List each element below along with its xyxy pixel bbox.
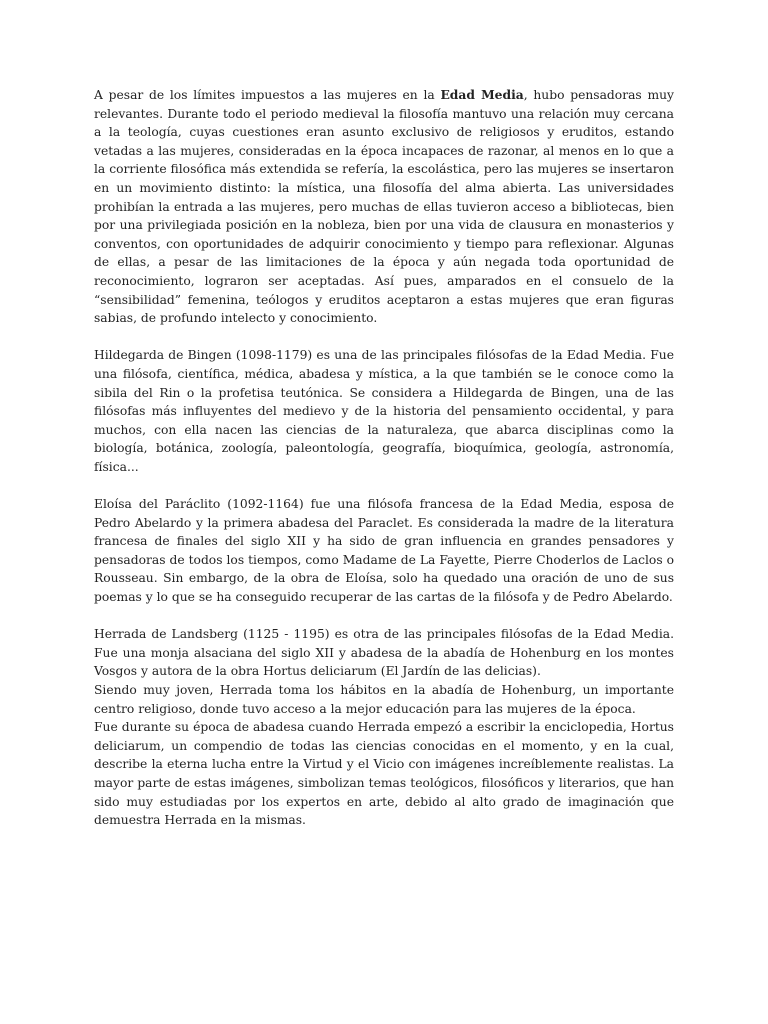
intro-text-rest: , hubo pensadoras muy relevantes. Durante todo el periodo medieval la filosofía mantuvo una relación muy cercana a la teología, cuyas cuestiones eran asunto exclusivo de religiosos y eruditos, estando vetadas a las mujeres, consideradas en la época incapaces de razonar, al menos en lo que a la corriente filosófica más extendida se refería, la escolástica, pero las mujeres se insertaron en un movimiento distinto: la mística, una filosofía del alma abierta. Las universidades prohibían la entrada a las mujeres, pero muchas de ellas tuvieron acceso a bibliotecas, bien por una privilegiada posición en la nobleza, bien por una vida de clausura en monasterios y conventos, con oportunidades de adquirir conocimiento y tiempo para reflexionar. Algunas de ellas, a pesar de las limitaciones de la época y aún negada toda oportunidad de reconocimiento, lograron ser aceptadas. Así pues, amparados en el consuelo de la “sensibilidad” femenina, teólogos y eruditos aceptaron a estas mujeres que eran figuras sabias, de profundo intelecto y conocimiento. bbox=[94, 88, 674, 326]
paragraph-hildegarda bbox=[94, 346, 674, 476]
herrada-line-1: Herrada de Landsberg (1125 - 1195) es otra de las principales filósofas de la Edad Media. Fue una monja alsaciana del siglo XII y abadesa de la abadía de Hohenburg en los montes Vosgos y autora de la obra Hortus deliciarum (El Jardín de las delicias). bbox=[94, 627, 674, 679]
document-page bbox=[94, 86, 674, 848]
eloisa-text: Eloísa del Paráclito (1092-1164) fue una filósofa francesa de la Edad Media, esposa de Pedro Abelardo y la primera abadesa del Paraclet. Es considerada la madre de la literatura francesa de finales del siglo XII y ha sido de gran influencia en grandes pensadores y pensadoras de todos los tiempos, como Madame de La Fayette, Pierre Choderlos de Laclos o Rousseau. Sin embargo, de la obra de Eloísa, solo ha quedado una oración de uno de sus poemas y lo que se ha conseguido recuperar de las cartas de la filósofa y de Pedro Abelardo. bbox=[94, 497, 674, 605]
herrada-line-3: Fue durante su época de abadesa cuando Herrada empezó a escribir la enciclopedia, Hortus deliciarum, un compendio de todas las ciencias conocidas en el momento, y en la cual, describe la eterna lucha entre la Virtud y el Vicio con imágenes increíblemente realistas. La mayor parte de estas imágenes, simbolizan temas teológicos, filosóficos y literarios, que han sido muy estudiadas por los expertos en arte, debido al alto grado de imaginación que demuestra Herrada en la mismas. bbox=[94, 720, 674, 828]
intro-text-start: A pesar de los límites impuestos a las mujeres en la bbox=[94, 88, 441, 102]
intro-bold-term: Edad Media bbox=[440, 87, 524, 102]
paragraph-eloisa bbox=[94, 495, 674, 607]
paragraph-herrada bbox=[94, 625, 674, 830]
hildegarda-text: Hildegarda de Bingen (1098-1179) es una de las principales filósofas de la Edad Media. Fue una filósofa, científica, médica, abadesa y mística, a la que también se le conoce como la sibila del Rin o la profetisa teutónica. Se considera a Hildegarda de Bingen, una de las filósofas más influyentes del medievo y de la historia del pensamiento occidental, y para muchos, con ella nacen las ciencias de la naturaleza, que abarca disciplinas como la biología, botánica, zoología, paleontología, geografía, bioquímica, geología, astronomía, física... bbox=[94, 348, 674, 474]
paragraph-intro bbox=[94, 86, 674, 328]
herrada-line-2: Siendo muy joven, Herrada toma los hábitos en la abadía de Hohenburg, un importante centro religioso, donde tuvo acceso a la mejor educación para las mujeres de la época. bbox=[94, 683, 674, 716]
